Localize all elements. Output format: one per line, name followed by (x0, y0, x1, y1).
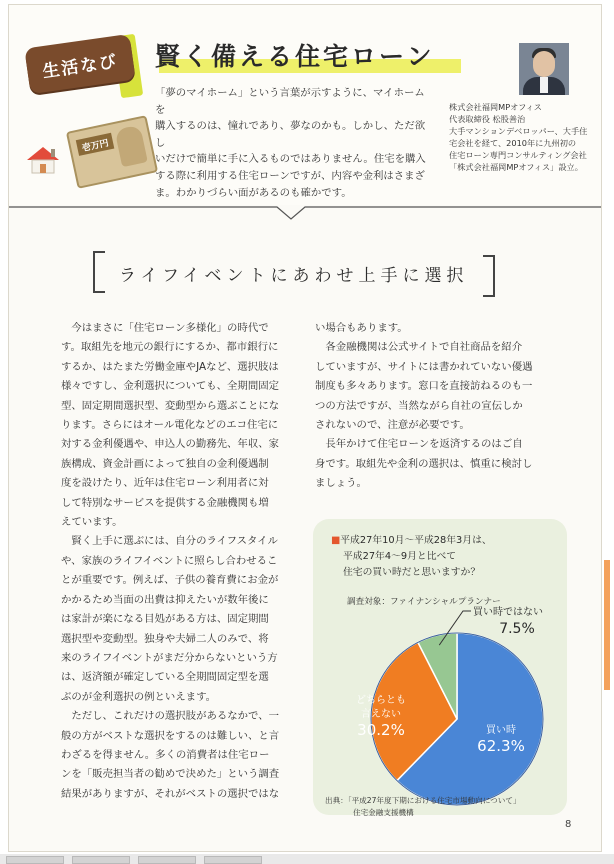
slice-label: 言えない (361, 709, 401, 720)
slice-label: どちらとも (356, 695, 406, 706)
category-tag-label: 生活なび (41, 51, 120, 82)
profile-line: 住宅ローン専門コンサルティング会社 (449, 150, 587, 160)
author-photo (519, 43, 569, 95)
intro-line: 購入するのは、憧れであり、夢なのかも。しかし、ただ欲し (155, 120, 426, 149)
page-edge-marker (604, 560, 610, 690)
tab[interactable] (6, 856, 64, 864)
square-bullet-icon: ■ (331, 535, 341, 546)
magazine-page (8, 4, 602, 852)
page-number: 8 (565, 819, 572, 830)
banknote-label: 壱万円 (76, 133, 115, 156)
question-line: 住宅の買い時だと思いますか？ (343, 566, 481, 578)
header-divider (9, 205, 602, 225)
profile-line: 代表取締役 松股善治 (449, 114, 526, 124)
pie-chart (313, 519, 567, 815)
paragraph: い場合もあります。 (315, 322, 408, 334)
house-icon (25, 145, 61, 175)
slice-label: 買い時 (486, 725, 516, 736)
chart-source (325, 795, 565, 818)
section-heading-text: ライフイベントにあわせ上手に選択 (119, 266, 469, 286)
slice-value-label: 30.2% (357, 721, 405, 739)
right-column (315, 319, 557, 494)
tab[interactable] (138, 856, 196, 864)
slice-value-label: 7.5% (499, 621, 535, 637)
intro-line: 「夢のマイホーム」という言葉が示すように、マイホームを (155, 87, 425, 116)
tab[interactable] (204, 856, 262, 864)
bracket-left (93, 251, 105, 293)
survey-target: 調査対象：ファイナンシャルプランナー (347, 597, 501, 607)
title-block (155, 37, 435, 73)
paragraph: 各金融機関は公式サイトで自社商品を紹介 していますが、サイトには書かれていない優遇 制度も多々あります。窓口を直接訪ねるのも一 つの方法ですが、当然ながら自社の宣伝しか されないので、注意が必要です。 (315, 341, 533, 432)
paragraph: 長年かけて住宅ローンを返済するのはご自 身です。取組先や金利の選択は、慎重に検討し ましょう。 (315, 438, 533, 490)
question-line: 平成27年4～9月と比べて (343, 550, 457, 562)
paragraph: 賢く上手に選ぶには、自分のライフスタイル や、家族のライフイベントに照らし合わせるこ とが重要です。例えば、子供の養育費にお金が かかるため当面の出費は抑えたいが数年後に は家計が楽になる目処がある方は、固定期間 選択型や変動型。独身や夫婦二人のみで、将 来のライフイベントがまだ分からないという方 は、返済額が確定している全期間固定型を選 ぶのが金利選択の例といえます。 (61, 535, 279, 703)
profile-line: 「株式会社福岡MPオフィス」設立。 (449, 162, 583, 172)
source-line: 住宅金融支援機構 (353, 807, 414, 817)
intro-line: する際に利用する住宅ローンですが、内容や金利はさまざ (155, 169, 425, 182)
survey-box (313, 519, 567, 815)
article-header (9, 5, 602, 205)
page-title: 賢く備える住宅ローン (155, 42, 435, 71)
tab[interactable] (72, 856, 130, 864)
paragraph: 今はまさに「住宅ローン多様化」の時代で す。取組先を地元の銀行にするか、都市銀行に するか、はたまた労働金庫やJAなど、選択肢は 様々ですし、金利選択についても、全期間固定 型、固定期間選択型、変動型から選ぶことにな ります。さらにはオール電化などのエコ住宅に 対する金利優遇や、申込人の勤務先、年収、家 族構成、資金計画によって独自の金利優遇制 度を設けたり、近年は住宅ローン利用者に対 して特別なサービスを提供する金融機関も増 えています。 (61, 322, 280, 529)
profile-line: 宅会社を経て、2010年に九州初の (449, 138, 577, 148)
slice-value-label: 62.3% (477, 737, 525, 755)
question-line: 平成27年10月～平成28年3月は、 (340, 535, 492, 546)
paragraph: ただし、これだけの選択肢があるなかで、一 般の方がベストな選択をするのは難しい、と言 わざるを得ません。多くの消費者は住宅ロー ンを「販売担当者の勧めで決めた」という調査 結果がありますが、それがベストの選択ではな (61, 710, 280, 800)
profile-line: 大手マンションデベロッパー、大手住 (449, 126, 588, 136)
intro-line: ま。わかりづらい面があるのも確かです。 (155, 186, 352, 199)
intro-line: いだけで簡単に手に入るものではありません。住宅を購入 (155, 153, 426, 166)
bracket-right (483, 255, 495, 297)
section-heading (93, 251, 495, 295)
source-line: 出典：「平成27年度下期における住宅市場動向について」 (325, 796, 521, 805)
intro-text (155, 85, 433, 201)
left-column (61, 319, 309, 804)
profile-line: 株式会社福岡MPオフィス (449, 102, 542, 112)
slice-label: 買い時ではない (473, 607, 543, 618)
author-profile (449, 101, 597, 173)
banknote-portrait (114, 125, 147, 168)
banknote-illustration (66, 115, 158, 189)
